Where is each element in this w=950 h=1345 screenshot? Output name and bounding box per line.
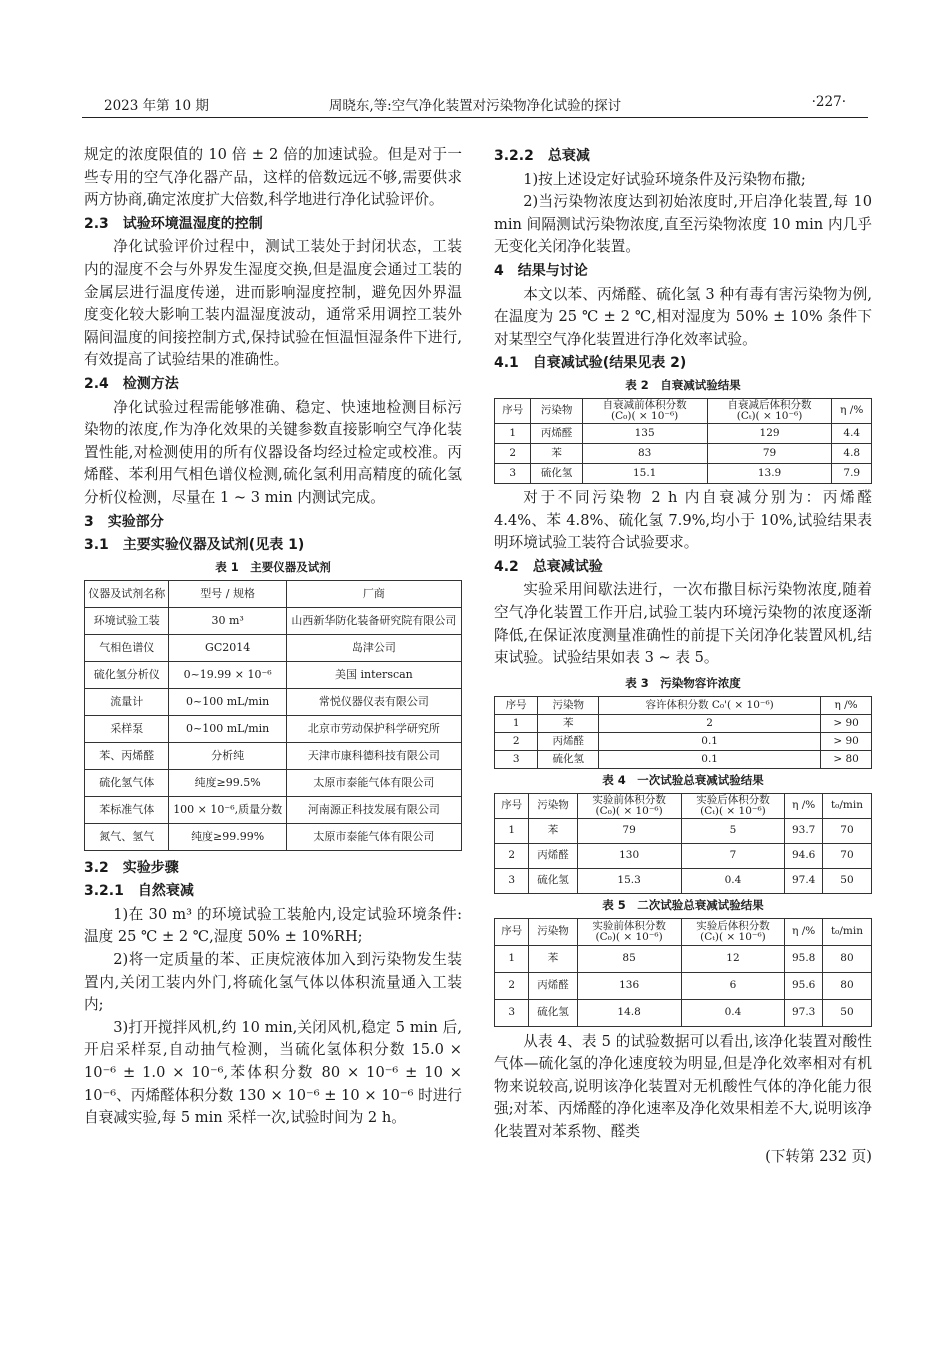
table-row <box>495 945 872 972</box>
header-line: (Cₜ)( × 10⁻⁶) <box>736 409 803 422</box>
table-1 <box>84 580 462 851</box>
table-2 <box>494 398 872 484</box>
table-cell: 15.3 <box>577 868 681 893</box>
header-line: (C₀)( × 10⁻⁶) <box>595 930 663 943</box>
table-cell: 硫化氢 <box>529 999 577 1026</box>
table-header-cell: t₀/min <box>822 793 871 818</box>
table-row <box>85 823 462 850</box>
table-4 <box>494 793 872 894</box>
header-line: 实验前体积分数 <box>592 793 666 806</box>
table-header-cell: 序号 <box>495 793 529 818</box>
table-cell: 97.4 <box>785 868 823 893</box>
continuation-note: (下转第 232 页) <box>765 1147 872 1165</box>
table-cell: 7 <box>681 843 785 868</box>
section-heading: 2.4 检测方法 <box>84 375 179 392</box>
table-header-cell <box>681 918 785 945</box>
table-cell: 2 <box>495 732 538 750</box>
header-line: 实验前体积分数 <box>592 919 666 932</box>
table-cell: 80 <box>822 972 871 999</box>
header-line: (Cₜ)( × 10⁻⁶) <box>700 804 766 817</box>
table-header-cell: 污染物 <box>531 398 582 423</box>
table-row <box>495 443 872 463</box>
header-rule <box>82 117 868 118</box>
table-cell: 硫化氢 <box>529 868 577 893</box>
table-row <box>495 463 872 483</box>
table-cell: 天津市康科德科技有限公司 <box>286 742 461 769</box>
section-heading: 3.2.2 总衰减 <box>494 148 590 164</box>
table-cell: 3 <box>495 463 531 483</box>
table-cell: 苯 <box>531 443 582 463</box>
table-cell: > 90 <box>821 714 872 732</box>
table-row <box>85 742 462 769</box>
table-cell: 1 <box>495 423 531 443</box>
table-cell: 3 <box>495 750 538 768</box>
table-header-cell: η /% <box>832 398 872 423</box>
section-heading: 3 实验部分 <box>84 513 164 530</box>
table-row <box>85 634 462 661</box>
table-cell: 30 m³ <box>169 607 286 634</box>
table-header-cell: t₀/min <box>822 918 871 945</box>
table-header-row <box>495 918 872 945</box>
table-cell: 2 <box>599 714 821 732</box>
table-header-cell: η /% <box>821 696 872 714</box>
table-cell: 14.8 <box>577 999 681 1026</box>
table-cell: 94.6 <box>785 843 823 868</box>
section-heading: 4.1 自衰减试验(结果见表 2) <box>494 355 687 372</box>
table-header-row <box>85 580 462 607</box>
table-cell: 河南源正科技发展有限公司 <box>286 796 461 823</box>
table-cell: 苯 <box>529 818 577 843</box>
table-header-cell: 污染物 <box>529 793 577 818</box>
table-cell: 95.8 <box>785 945 823 972</box>
table-cell: 气相色谱仪 <box>85 634 169 661</box>
table-cell: 0~100 mL/min <box>169 688 286 715</box>
table-cell: 丙烯醛 <box>531 423 582 443</box>
table-cell: 硫化氢气体 <box>85 769 169 796</box>
table-cell: 硫化氢 <box>531 463 582 483</box>
table-header-row <box>495 696 872 714</box>
table-cell: 4.8 <box>832 443 872 463</box>
table-caption: 表 5 二次试验总衰减试验结果 <box>602 897 764 912</box>
table-cell: 95.6 <box>785 972 823 999</box>
table-row <box>495 843 872 868</box>
table-row <box>495 750 872 768</box>
table-cell: 0~100 mL/min <box>169 715 286 742</box>
table-3 <box>494 696 872 769</box>
table-cell: 70 <box>822 843 871 868</box>
table-cell: 6 <box>681 972 785 999</box>
table-header-cell: 厂商 <box>286 580 461 607</box>
right-column <box>494 144 872 1168</box>
table-cell: 1 <box>495 818 529 843</box>
table-cell: 苯 <box>529 945 577 972</box>
table-cell: 丙烯醛 <box>538 732 599 750</box>
running-header <box>82 92 868 114</box>
section-heading: 3.1 主要实验仪器及试剂(见表 1) <box>84 537 305 554</box>
table-header-cell <box>681 793 785 818</box>
table-cell: 80 <box>822 945 871 972</box>
table-cell: 美国 interscan <box>286 661 461 688</box>
table-cell: 1 <box>495 945 529 972</box>
table-cell: 5 <box>681 818 785 843</box>
table-header-cell: 仪器及试剂名称 <box>85 580 169 607</box>
header-line: (C₀)( × 10⁻⁶) <box>611 409 679 422</box>
table-cell: 136 <box>577 972 681 999</box>
table-cell: 流量计 <box>85 688 169 715</box>
paragraph: 2)将一定质量的苯、正庚烷液体加入到污染物发生装置内,关闭工装内外门,将硫化氢气体以体积流量通入工装内; <box>84 951 462 1014</box>
paragraph: 净化试验评价过程中，测试工装处于封闭状态，工装内的湿度不会与外界发生湿度交换,但是温度会通过工装的金属层进行温度传递，进而影响湿度控制，避免因外界温度变化较大影响工装内温湿度波动，通常采用调控工装外隔间温度的间接控制方式,保持试验在恒温恒湿条件下进行,有效提高了试验结果的准确性。 <box>84 238 462 369</box>
paragraph: 净化试验过程需能够准确、稳定、快速地检测目标污染物的浓度,作为净化效果的关键参数直接影响空气净化装置性能,对检测使用的所有仪器设备均经过检定或校准。丙烯醛、苯利用气相色谱仪检测,硫化氢利用高精度的硫化氢分析仪检测，尽量在 1 ~ 3 min 内测试完成。 <box>84 398 462 506</box>
paragraph: 从表 4、表 5 的试验数据可以看出,该净化装置对酸性气体—硫化氢的净化速度较为明显,但是净化效率相对有机物来说较高,说明该净化装置对无机酸性气体的净化能力很强;对苯、丙烯醛的净化速率及净化效果相差不大,说明该净化装置对苯系物、醛类 <box>494 1032 872 1141</box>
table-cell: 129 <box>707 423 832 443</box>
table-cell: 丙烯醛 <box>529 843 577 868</box>
table-cell: 苯标准气体 <box>85 796 169 823</box>
table-cell: 太原市泰能气体有限公司 <box>286 769 461 796</box>
table-cell: > 80 <box>821 750 872 768</box>
table-row <box>85 688 462 715</box>
table-header-cell <box>577 793 681 818</box>
table-cell: 氮气、氢气 <box>85 823 169 850</box>
header-line: 实验后体积分数 <box>696 793 770 806</box>
table-header-cell: 序号 <box>495 918 529 945</box>
table-cell: 岛津公司 <box>286 634 461 661</box>
table-cell: 97.3 <box>785 999 823 1026</box>
table-header-row <box>495 398 872 423</box>
table-cell: 苯、丙烯醛 <box>85 742 169 769</box>
table-row <box>495 714 872 732</box>
header-line: (C₀)( × 10⁻⁶) <box>595 804 663 817</box>
table-header-row <box>495 793 872 818</box>
section-heading: 4.2 总衰减试验 <box>494 558 603 575</box>
table-cell: 苯 <box>538 714 599 732</box>
table-caption: 表 3 污染物容许浓度 <box>625 675 741 690</box>
table-header-cell: 容许体积分数 C₀'( × 10⁻⁶) <box>599 696 821 714</box>
table-header-cell: 污染物 <box>538 696 599 714</box>
section-heading: 3.2.1 自然衰减 <box>84 883 194 900</box>
table-header-cell <box>707 398 832 423</box>
header-line: (Cₜ)( × 10⁻⁶) <box>700 930 766 943</box>
table-cell: 7.9 <box>832 463 872 483</box>
table-cell: 太原市泰能气体有限公司 <box>286 823 461 850</box>
paragraph: 规定的浓度限值的 10 倍 ± 2 倍的加速试验。但是对于一些专用的空气净化器产品，这样的倍数远远不够,需要供求两方协商,确定浓度扩大倍数,科学地进行净化试验评价。 <box>84 146 462 209</box>
table-header-cell: η /% <box>785 793 823 818</box>
table-row <box>85 661 462 688</box>
paragraph: 实验采用间歇法进行，一次布撒目标污染物浓度,随着空气净化装置工作开启,试验工装内环境污染物的浓度逐渐降低,在保证浓度测量准确性的前提下关闭净化装置风机,结束试验。试验结果如表 3 ~ 表 5。 <box>494 581 872 667</box>
table-cell: 常悦仪器仪表有限公司 <box>286 688 461 715</box>
page-number: ·227· <box>811 94 846 110</box>
section-heading: 2.3 试验环境温湿度的控制 <box>84 215 263 232</box>
table-row <box>495 818 872 843</box>
header-line: 自衰减前体积分数 <box>602 398 687 411</box>
paragraph: 1)按上述设定好试验环境条件及污染物布撒; <box>523 170 806 188</box>
table-header-cell <box>577 918 681 945</box>
table-cell: 丙烯醛 <box>529 972 577 999</box>
table-cell: 50 <box>822 999 871 1026</box>
paragraph: 3)打开搅拌风机,约 10 min,关闭风机,稳定 5 min 后,开启采样泵,自动抽气检测，当硫化氢体积分数 15.0 × 10⁻⁶ ± 1.0 × 10⁻⁶,苯体积分数 80 × 10⁻⁶ ± 10 × 10⁻⁶、丙烯醛体积分数 130 × 10⁻⁶ ± 10 × 10⁻⁶ 时进行自衰减实验,每 5 min 采样一次,试验时间为 2 h。 <box>84 1018 462 1127</box>
header-line: 实验后体积分数 <box>696 919 770 932</box>
table-cell: 北京市劳动保护科学研究所 <box>286 715 461 742</box>
article-title: 周晓东,等:空气净化装置对污染物净化试验的探讨 <box>328 98 622 114</box>
table-cell: 3 <box>495 868 529 893</box>
table-cell: 0~19.99 × 10⁻⁶ <box>169 661 286 688</box>
table-row <box>85 769 462 796</box>
table-cell: 硫化氢 <box>538 750 599 768</box>
table-row <box>495 732 872 750</box>
table-cell: 83 <box>582 443 707 463</box>
table-cell: 1 <box>495 714 538 732</box>
header-line: 自衰减后体积分数 <box>727 398 812 411</box>
left-column <box>84 144 462 1130</box>
table-cell: 13.9 <box>707 463 832 483</box>
table-cell: 纯度≥99.5% <box>169 769 286 796</box>
table-cell: 采样泵 <box>85 715 169 742</box>
paragraph: 本文以苯、丙烯醛、硫化氢 3 种有毒有害污染物为例,在温度为 25 ℃ ± 2 ℃,相对湿度为 50% ± 10% 条件下对某型空气净化装置进行净化效率试验。 <box>494 285 872 348</box>
table-cell: 100 × 10⁻⁶,质量分数 <box>169 796 286 823</box>
table-header-cell: η /% <box>785 918 823 945</box>
table-cell: 3 <box>495 999 529 1026</box>
table-cell: 纯度≥99.99% <box>169 823 286 850</box>
section-heading: 4 结果与讨论 <box>494 262 588 279</box>
table-cell: 79 <box>707 443 832 463</box>
paragraph: 2)当污染物浓度达到初始浓度时,开启净化装置,每 10 min 间隔测试污染物浓度,直至污染物浓度 10 min 内几乎无变化关闭净化装置。 <box>494 193 872 256</box>
table-cell: 130 <box>577 843 681 868</box>
table-row <box>495 423 872 443</box>
table-cell: 环境试验工装 <box>85 607 169 634</box>
table-row <box>495 868 872 893</box>
section-heading: 3.2 实验步骤 <box>84 859 179 876</box>
paragraph: 对于不同污染物 2 h 内自衰减分别为：丙烯醛 4.4%、苯 4.8%、硫化氢 7.9%,均小于 10%,试验结果表明环境试验工装符合试验要求。 <box>494 488 872 552</box>
table-cell: 0.1 <box>599 750 821 768</box>
table-cell: 15.1 <box>582 463 707 483</box>
table-header-cell <box>582 398 707 423</box>
table-5 <box>494 918 872 1027</box>
table-row <box>495 999 872 1026</box>
table-cell: 4.4 <box>832 423 872 443</box>
table-header-cell: 序号 <box>495 696 538 714</box>
table-header-cell: 型号 / 规格 <box>169 580 286 607</box>
table-cell: 79 <box>577 818 681 843</box>
table-cell: > 90 <box>821 732 872 750</box>
table-cell: 0.4 <box>681 999 785 1026</box>
table-cell: 70 <box>822 818 871 843</box>
table-row <box>85 607 462 634</box>
table-caption: 表 1 主要仪器及试剂 <box>215 559 331 574</box>
table-header-cell: 污染物 <box>529 918 577 945</box>
table-cell: 2 <box>495 443 531 463</box>
table-cell: 0.1 <box>599 732 821 750</box>
table-caption: 表 4 一次试验总衰减试验结果 <box>602 772 764 787</box>
table-caption: 表 2 自衰减试验结果 <box>625 377 741 392</box>
table-row <box>85 715 462 742</box>
table-cell: 分析纯 <box>169 742 286 769</box>
table-cell: 2 <box>495 972 529 999</box>
table-cell: 135 <box>582 423 707 443</box>
table-cell: 0.4 <box>681 868 785 893</box>
paragraph: 1)在 30 m³ 的环境试验工装舱内,设定试验环境条件:温度 25 ℃ ± 2 ℃,湿度 50% ± 10%RH; <box>84 905 462 946</box>
table-cell: 12 <box>681 945 785 972</box>
table-cell: 85 <box>577 945 681 972</box>
table-row <box>85 796 462 823</box>
table-cell: 硫化氢分析仪 <box>85 661 169 688</box>
table-cell: 山西新华防化装备研究院有限公司 <box>286 607 461 634</box>
table-header-cell: 序号 <box>495 398 531 423</box>
table-cell: 93.7 <box>785 818 823 843</box>
table-cell: 2 <box>495 843 529 868</box>
table-cell: 50 <box>822 868 871 893</box>
table-row <box>495 972 872 999</box>
issue-label: 2023 年第 10 期 <box>104 98 209 114</box>
table-cell: GC2014 <box>169 634 286 661</box>
